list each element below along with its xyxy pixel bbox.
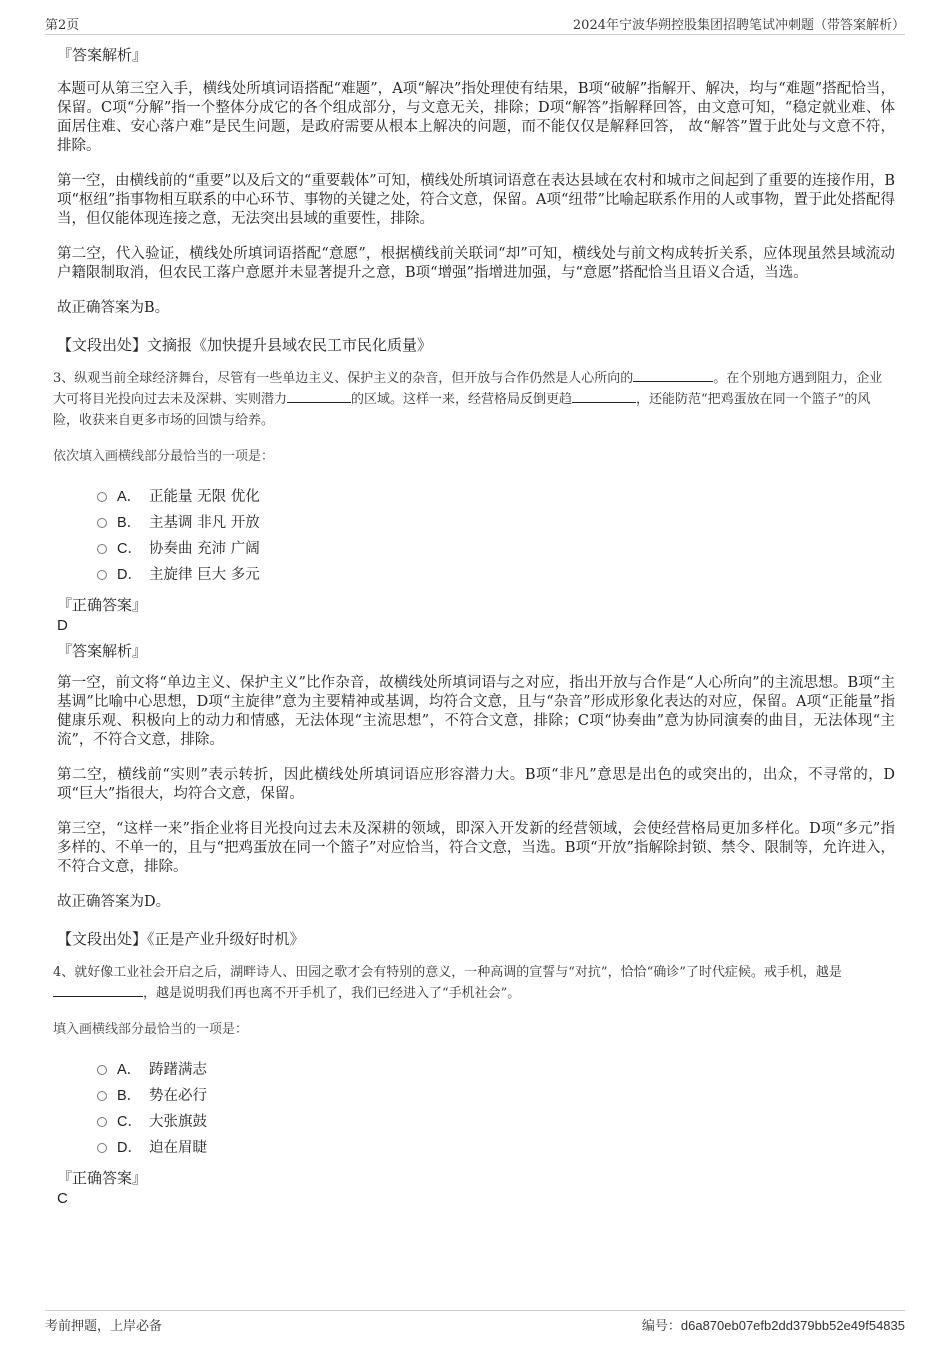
- footer-slogan: 考前押题，上岸必备: [45, 1319, 163, 1334]
- analysis-paragraph: 第一空，前文将“单边主义、保护主义”比作杂音，故横线处所填词语与之对应，指出开放与合作是“人心所向”的主流思想。B项“主基调”比喻中心思想，D项“主旋律”意为主要精神或基调，均符合文意，且与“杂音”形成形象化表达的对应，保留。A项“正能量”指健康乐观、积极向上的动力和情感，无法体现“主流思想”，不符合文意，排除；C项“协奏曲”意为协同演奏的曲目，无法体现“主流”，不符合文意，排除。: [57, 675, 895, 748]
- radio-icon[interactable]: [97, 1091, 107, 1101]
- option-a[interactable]: A． 正能量 无限 优化: [97, 484, 895, 510]
- option-c[interactable]: C． 协奏曲 充沛 广阔: [97, 536, 895, 562]
- answer-blank: [572, 390, 636, 403]
- analysis-heading: 『答案解析』: [57, 642, 148, 660]
- analysis-paragraph: 第二空，代入验证，横线处所填词语搭配“意愿”，根据横线前关联词“却”可知，横线处与前文构成转折关系，应体现虽然县域流动户籍限制取消，但农民工落户意愿并未显著提升之意，B项“增强”指增进加强，与“意愿”搭配恰当且语义合适，当选。: [57, 246, 895, 281]
- radio-icon[interactable]: [97, 1143, 107, 1153]
- radio-icon[interactable]: [97, 570, 107, 580]
- radio-icon[interactable]: [97, 1117, 107, 1127]
- question-prompt: 依次填入画横线部分最恰当的一项是：: [53, 449, 275, 464]
- answer-blank: [287, 390, 351, 403]
- option-d[interactable]: D． 迫在眉睫: [97, 1135, 895, 1161]
- analysis-paragraph: 第三空，“这样一来”指企业将目光投向过去未及深耕的领域，即深入开发新的经营领域，会使经营格局更加多样化。D项“多元”指多样的、不单一的，且与“把鸡蛋放在同一个篮子”对应恰当，符合文意，当选。B项“开放”指解除封锁、禁令、限制等，允许进入，不符合文意，排除。: [57, 821, 895, 875]
- radio-icon[interactable]: [97, 1065, 107, 1075]
- option-b[interactable]: B． 主基调 非凡 开放: [97, 510, 895, 536]
- analysis-paragraph: 本题可从第三空入手，横线处所填词语搭配“难题”，A项“解决”指处理使有结果，B项“破解”指解开、解决，均与“难题”搭配恰当，保留。C项“分解”指一个整体分成它的各个组成部分，与文意无关，排除；D项“解答”指解释回答，由文意可知，“稳定就业难、体面居住难、安心落户难”是民生问题，是政府需要从根本上解决的问题，而不能仅仅是解释回答， 故“解答”置于此处与文意不符，排除。: [57, 81, 895, 154]
- radio-icon[interactable]: [97, 518, 107, 528]
- correct-answer-heading: 『正确答案』: [57, 1169, 148, 1187]
- correct-answer: C: [57, 1190, 68, 1207]
- source-citation: 【文段出处】《正是产业升级好时机》: [57, 930, 305, 948]
- page-number: 第2页: [45, 18, 80, 33]
- document-title: 2024年宁波华朔控股集团招聘笔试冲刺题（带答案解析）: [572, 18, 905, 33]
- option-a[interactable]: A． 踌躇满志: [97, 1057, 895, 1083]
- option-b[interactable]: B． 势在必行: [97, 1083, 895, 1109]
- source-citation: 【文段出处】文摘报《加快提升县域农民工市民化质量》: [57, 336, 433, 354]
- page-footer: [45, 1310, 905, 1333]
- correct-answer-heading: 『正确答案』: [57, 596, 148, 614]
- answer-blank: [53, 984, 143, 997]
- page-header: [45, 12, 905, 35]
- analysis-paragraph: 第一空，由横线前的“重要”以及后文的“重要载体”可知，横线处所填词语意在表达县域在农村和城市之间起到了重要的连接作用，B项“枢纽”指事物相互联系的中心环节、事物的关键之处，符合文意，保留。A项“纽带”比喻起联系作用的人或事物，置于此处搭配得当，但仅能体现连接之意，无法突出县域的重要性，排除。: [57, 173, 895, 227]
- question-prompt: 填入画横线部分最恰当的一项是：: [53, 1022, 249, 1037]
- analysis-heading: 『答案解析』: [57, 46, 148, 64]
- radio-icon[interactable]: [97, 492, 107, 502]
- document-code: 编号：d6a870eb07efb2dd379bb52e49f54835: [641, 1318, 905, 1334]
- radio-icon[interactable]: [97, 544, 107, 554]
- question-4-stem: 4、就好像工业社会开启之后，湖畔诗人、田园之歌才会有特别的意义，一种高调的宣誓与“对抗”，恰恰“确诊”了时代症候。戒手机，越是 ，越是说明我们再也离不开手机了，我们已经进入了“手机社会”。: [53, 965, 842, 1001]
- question-3-options: [97, 484, 895, 588]
- analysis-paragraph: 第二空，横线前“实则”表示转折，因此横线处所填词语应形容潜力大。B项“非凡”意思是出色的或突出的，出众，不寻常的，D项“巨大”指很大，均符合文意，保留。: [57, 767, 895, 802]
- question-3-stem: 3、纵观当前全球经济舞台，尽管有一些单边主义、保护主义的杂音，但开放与合作仍然是人心所向的 。在个别地方遇到阻力，企业大可将目光投向过去未及深耕、实则潜力 的区域。这样一来，经营格局反倒更趋 ，还能防范“把鸡蛋放在同一个篮子”的风险，收获来自更多市场的回馈与给养。: [53, 371, 883, 428]
- correct-answer: D: [57, 617, 68, 634]
- option-d[interactable]: D． 主旋律 巨大 多元: [97, 562, 895, 588]
- option-c[interactable]: C． 大张旗鼓: [97, 1109, 895, 1135]
- document-body: [53, 44, 895, 1213]
- question-4-options: [97, 1057, 895, 1161]
- answer-blank: [633, 369, 713, 382]
- answer-conclusion: 故正确答案为D。: [57, 894, 171, 910]
- answer-conclusion: 故正确答案为B。: [57, 300, 170, 316]
